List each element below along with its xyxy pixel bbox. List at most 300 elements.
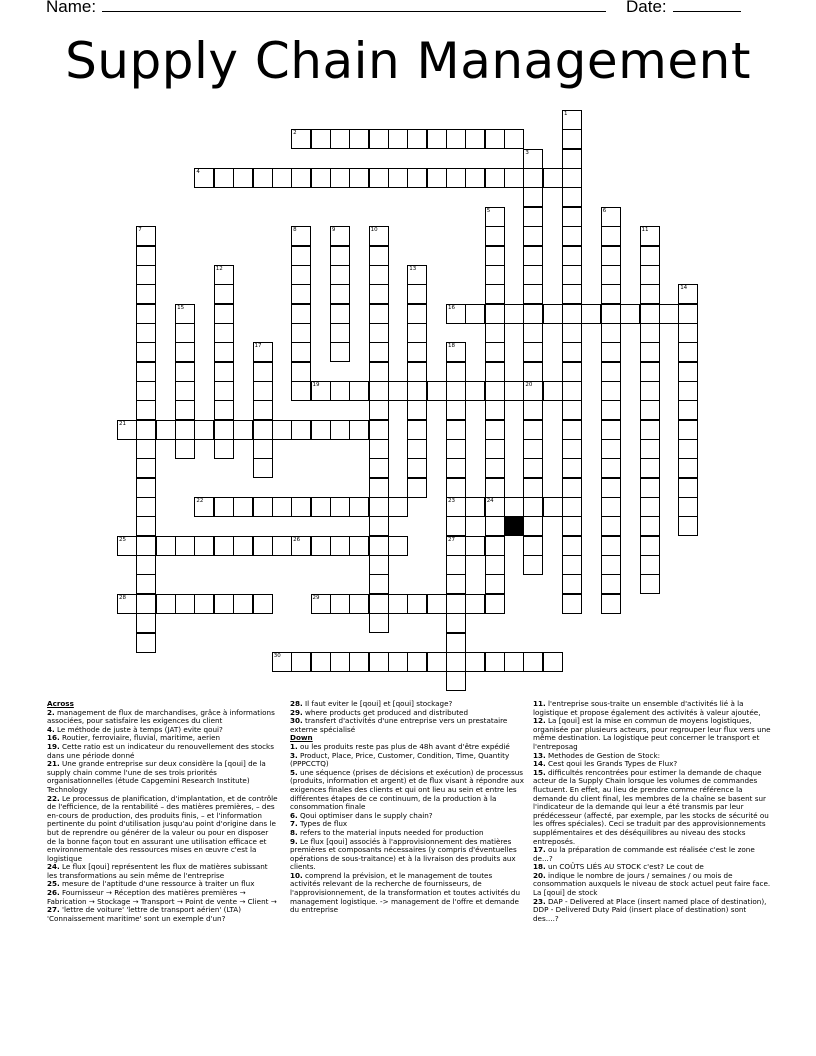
crossword-cell[interactable] (678, 381, 698, 401)
crossword-cell[interactable] (330, 536, 350, 556)
crossword-cell[interactable] (465, 536, 485, 556)
crossword-cell[interactable] (485, 400, 505, 420)
crossword-cell[interactable] (562, 478, 582, 498)
crossword-cell[interactable] (349, 381, 369, 401)
crossword-cell[interactable] (485, 574, 505, 594)
crossword-cell[interactable] (136, 439, 156, 459)
crossword-cell[interactable] (330, 129, 350, 149)
crossword-cell[interactable] (136, 323, 156, 343)
crossword-cell[interactable] (640, 265, 660, 285)
crossword-cell[interactable] (465, 168, 485, 188)
crossword-cell[interactable] (369, 574, 389, 594)
crossword-cell[interactable] (330, 323, 350, 343)
crossword-cell[interactable] (330, 246, 350, 266)
crossword-cell[interactable] (291, 362, 311, 382)
crossword-cell[interactable] (523, 652, 543, 672)
crossword-cell[interactable] (601, 536, 621, 556)
crossword-cell[interactable] (562, 536, 582, 556)
crossword-cell[interactable] (485, 458, 505, 478)
crossword-cell[interactable] (407, 284, 427, 304)
crossword-cell[interactable] (253, 362, 273, 382)
crossword-cell[interactable] (485, 323, 505, 343)
crossword-cell[interactable] (407, 400, 427, 420)
crossword-cell[interactable] (311, 497, 331, 517)
crossword-cell[interactable] (601, 207, 621, 227)
crossword-cell[interactable] (427, 381, 447, 401)
crossword-cell[interactable] (136, 458, 156, 478)
crossword-cell[interactable] (601, 323, 621, 343)
crossword-cell[interactable] (562, 246, 582, 266)
crossword-cell[interactable] (523, 168, 543, 188)
crossword-cell[interactable] (485, 555, 505, 575)
crossword-cell[interactable] (543, 304, 563, 324)
crossword-cell[interactable] (659, 304, 679, 324)
crossword-cell[interactable] (311, 381, 331, 401)
crossword-cell[interactable] (291, 323, 311, 343)
crossword-cell[interactable] (136, 342, 156, 362)
crossword-cell[interactable] (272, 168, 292, 188)
crossword-cell[interactable] (369, 246, 389, 266)
crossword-cell[interactable] (369, 284, 389, 304)
crossword-cell[interactable] (640, 458, 660, 478)
crossword-cell[interactable] (427, 129, 447, 149)
crossword-cell[interactable] (117, 420, 137, 440)
crossword-cell[interactable] (311, 652, 331, 672)
crossword-cell[interactable] (485, 594, 505, 614)
crossword-cell[interactable] (175, 594, 195, 614)
crossword-cell[interactable] (601, 555, 621, 575)
crossword-cell[interactable] (330, 420, 350, 440)
crossword-cell[interactable] (117, 594, 137, 614)
crossword-cell[interactable] (388, 652, 408, 672)
crossword-cell[interactable] (136, 400, 156, 420)
crossword-cell[interactable] (175, 304, 195, 324)
crossword-cell[interactable] (485, 362, 505, 382)
crossword-cell[interactable] (446, 381, 466, 401)
crossword-cell[interactable] (446, 478, 466, 498)
crossword-cell[interactable] (640, 516, 660, 536)
crossword-cell[interactable] (407, 362, 427, 382)
crossword-cell[interactable] (640, 439, 660, 459)
crossword-cell[interactable] (640, 246, 660, 266)
crossword-cell[interactable] (253, 342, 273, 362)
crossword-cell[interactable] (194, 594, 214, 614)
crossword-cell[interactable] (446, 633, 466, 653)
crossword-cell[interactable] (562, 187, 582, 207)
crossword-cell[interactable] (156, 536, 176, 556)
crossword-cell[interactable] (562, 284, 582, 304)
crossword-cell[interactable] (485, 497, 505, 517)
crossword-cell[interactable] (136, 497, 156, 517)
crossword-cell[interactable] (523, 226, 543, 246)
crossword-cell[interactable] (504, 497, 524, 517)
crossword-cell[interactable] (562, 362, 582, 382)
crossword-cell[interactable] (446, 497, 466, 517)
crossword-cell[interactable] (194, 536, 214, 556)
crossword-cell[interactable] (388, 536, 408, 556)
crossword-cell[interactable] (601, 478, 621, 498)
crossword-cell[interactable] (136, 516, 156, 536)
crossword-cell[interactable] (562, 129, 582, 149)
crossword-cell[interactable] (640, 574, 660, 594)
crossword-cell[interactable] (543, 497, 563, 517)
crossword-cell[interactable] (678, 304, 698, 324)
crossword-cell[interactable] (678, 400, 698, 420)
crossword-cell[interactable] (601, 226, 621, 246)
crossword-cell[interactable] (291, 129, 311, 149)
crossword-cell[interactable] (640, 362, 660, 382)
crossword-cell[interactable] (601, 265, 621, 285)
crossword-cell[interactable] (253, 439, 273, 459)
crossword-cell[interactable] (407, 478, 427, 498)
crossword-cell[interactable] (523, 458, 543, 478)
crossword-cell[interactable] (311, 420, 331, 440)
crossword-cell[interactable] (330, 284, 350, 304)
crossword-cell[interactable] (253, 168, 273, 188)
crossword-cell[interactable] (369, 497, 389, 517)
crossword-cell[interactable] (407, 439, 427, 459)
crossword-cell[interactable] (485, 536, 505, 556)
crossword-cell[interactable] (369, 420, 389, 440)
crossword-cell[interactable] (369, 536, 389, 556)
crossword-cell[interactable] (485, 265, 505, 285)
crossword-cell[interactable] (678, 420, 698, 440)
crossword-cell[interactable] (446, 129, 466, 149)
crossword-cell[interactable] (601, 362, 621, 382)
crossword-cell[interactable] (407, 652, 427, 672)
crossword-cell[interactable] (175, 536, 195, 556)
crossword-cell[interactable] (136, 226, 156, 246)
crossword-cell[interactable] (136, 574, 156, 594)
crossword-cell[interactable] (446, 536, 466, 556)
crossword-cell[interactable] (407, 420, 427, 440)
crossword-cell[interactable] (136, 478, 156, 498)
crossword-cell[interactable] (523, 478, 543, 498)
crossword-cell[interactable] (136, 381, 156, 401)
crossword-cell[interactable] (523, 284, 543, 304)
crossword-cell[interactable] (562, 207, 582, 227)
crossword-cell[interactable] (253, 400, 273, 420)
crossword-cell[interactable] (640, 478, 660, 498)
crossword-cell[interactable] (446, 458, 466, 478)
crossword-cell[interactable] (407, 304, 427, 324)
crossword-cell[interactable] (465, 497, 485, 517)
crossword-cell[interactable] (485, 342, 505, 362)
crossword-cell[interactable] (640, 400, 660, 420)
crossword-cell[interactable] (465, 594, 485, 614)
crossword-cell[interactable] (562, 342, 582, 362)
crossword-cell[interactable] (640, 284, 660, 304)
crossword-cell[interactable] (523, 362, 543, 382)
crossword-cell[interactable] (214, 439, 234, 459)
crossword-cell[interactable] (465, 304, 485, 324)
crossword-cell[interactable] (446, 168, 466, 188)
crossword-cell[interactable] (214, 168, 234, 188)
crossword-cell[interactable] (562, 439, 582, 459)
crossword-cell[interactable] (253, 594, 273, 614)
crossword-cell[interactable] (330, 594, 350, 614)
crossword-cell[interactable] (349, 129, 369, 149)
crossword-cell[interactable] (485, 168, 505, 188)
crossword-cell[interactable] (446, 671, 466, 691)
crossword-cell[interactable] (485, 439, 505, 459)
crossword-cell[interactable] (523, 304, 543, 324)
crossword-cell[interactable] (330, 342, 350, 362)
crossword-cell[interactable] (214, 362, 234, 382)
crossword-cell[interactable] (214, 265, 234, 285)
crossword-cell[interactable] (136, 633, 156, 653)
crossword-cell[interactable] (291, 304, 311, 324)
crossword-cell[interactable] (349, 497, 369, 517)
crossword-cell[interactable] (485, 381, 505, 401)
crossword-cell[interactable] (446, 652, 466, 672)
crossword-cell[interactable] (640, 323, 660, 343)
crossword-cell[interactable] (253, 536, 273, 556)
crossword-cell[interactable] (214, 594, 234, 614)
crossword-cell[interactable] (369, 594, 389, 614)
crossword-cell[interactable] (543, 381, 563, 401)
crossword-cell[interactable] (407, 265, 427, 285)
crossword-cell[interactable] (175, 420, 195, 440)
crossword-cell[interactable] (407, 342, 427, 362)
crossword-cell[interactable] (446, 555, 466, 575)
crossword-cell[interactable] (427, 168, 447, 188)
crossword-cell[interactable] (562, 516, 582, 536)
crossword-cell[interactable] (253, 381, 273, 401)
crossword-cell[interactable] (678, 478, 698, 498)
crossword-cell[interactable] (136, 284, 156, 304)
crossword-cell[interactable] (233, 536, 253, 556)
crossword-cell[interactable] (330, 497, 350, 517)
crossword-cell[interactable] (446, 613, 466, 633)
crossword-cell[interactable] (446, 342, 466, 362)
crossword-cell[interactable] (640, 536, 660, 556)
crossword-cell[interactable] (194, 420, 214, 440)
crossword-cell[interactable] (136, 613, 156, 633)
crossword-cell[interactable] (446, 574, 466, 594)
crossword-cell[interactable] (446, 304, 466, 324)
crossword-cell[interactable] (136, 594, 156, 614)
crossword-cell[interactable] (465, 381, 485, 401)
crossword-cell[interactable] (640, 342, 660, 362)
crossword-cell[interactable] (601, 516, 621, 536)
crossword-cell[interactable] (175, 439, 195, 459)
crossword-cell[interactable] (485, 516, 505, 536)
crossword-cell[interactable] (156, 594, 176, 614)
crossword-cell[interactable] (233, 168, 253, 188)
crossword-cell[interactable] (291, 284, 311, 304)
crossword-cell[interactable] (291, 342, 311, 362)
crossword-cell[interactable] (523, 400, 543, 420)
crossword-cell[interactable] (194, 168, 214, 188)
crossword-cell[interactable] (369, 478, 389, 498)
crossword-cell[interactable] (640, 304, 660, 324)
crossword-cell[interactable] (233, 420, 253, 440)
crossword-cell[interactable] (601, 342, 621, 362)
crossword-cell[interactable] (427, 652, 447, 672)
crossword-cell[interactable] (253, 458, 273, 478)
crossword-cell[interactable] (369, 168, 389, 188)
crossword-cell[interactable] (523, 536, 543, 556)
crossword-cell[interactable] (523, 420, 543, 440)
crossword-cell[interactable] (543, 652, 563, 672)
crossword-cell[interactable] (117, 536, 137, 556)
crossword-cell[interactable] (369, 516, 389, 536)
crossword-cell[interactable] (504, 652, 524, 672)
crossword-cell[interactable] (504, 129, 524, 149)
crossword-cell[interactable] (562, 149, 582, 169)
crossword-cell[interactable] (485, 207, 505, 227)
crossword-cell[interactable] (485, 652, 505, 672)
crossword-cell[interactable] (523, 342, 543, 362)
crossword-cell[interactable] (678, 458, 698, 478)
crossword-cell[interactable] (523, 246, 543, 266)
crossword-cell[interactable] (640, 226, 660, 246)
crossword-cell[interactable] (214, 323, 234, 343)
crossword-cell[interactable] (562, 555, 582, 575)
crossword-cell[interactable] (330, 168, 350, 188)
crossword-cell[interactable] (330, 226, 350, 246)
crossword-cell[interactable] (562, 594, 582, 614)
crossword-cell[interactable] (678, 439, 698, 459)
crossword-cell[interactable] (581, 304, 601, 324)
crossword-cell[interactable] (601, 304, 621, 324)
crossword-cell[interactable] (214, 497, 234, 517)
crossword-cell[interactable] (311, 129, 331, 149)
crossword-cell[interactable] (543, 168, 563, 188)
crossword-cell[interactable] (369, 439, 389, 459)
crossword-cell[interactable] (620, 304, 640, 324)
crossword-cell[interactable] (601, 439, 621, 459)
crossword-cell[interactable] (504, 381, 524, 401)
crossword-cell[interactable] (291, 497, 311, 517)
crossword-cell[interactable] (523, 555, 543, 575)
crossword-cell[interactable] (214, 420, 234, 440)
crossword-cell[interactable] (562, 400, 582, 420)
crossword-cell[interactable] (465, 652, 485, 672)
crossword-cell[interactable] (272, 652, 292, 672)
crossword-cell[interactable] (640, 497, 660, 517)
crossword-cell[interactable] (369, 304, 389, 324)
crossword-cell[interactable] (214, 342, 234, 362)
crossword-cell[interactable] (291, 420, 311, 440)
crossword-cell[interactable] (640, 555, 660, 575)
crossword-cell[interactable] (369, 652, 389, 672)
crossword-cell[interactable] (562, 381, 582, 401)
crossword-cell[interactable] (214, 381, 234, 401)
crossword-cell[interactable] (156, 420, 176, 440)
crossword-cell[interactable] (388, 129, 408, 149)
crossword-cell[interactable] (427, 594, 447, 614)
crossword-cell[interactable] (369, 323, 389, 343)
crossword-cell[interactable] (311, 536, 331, 556)
crossword-cell[interactable] (523, 149, 543, 169)
crossword-cell[interactable] (388, 497, 408, 517)
crossword-cell[interactable] (253, 497, 273, 517)
crossword-cell[interactable] (330, 652, 350, 672)
crossword-cell[interactable] (601, 381, 621, 401)
crossword-cell[interactable] (272, 536, 292, 556)
crossword-cell[interactable] (678, 284, 698, 304)
crossword-cell[interactable] (678, 342, 698, 362)
crossword-cell[interactable] (562, 323, 582, 343)
crossword-cell[interactable] (194, 497, 214, 517)
crossword-cell[interactable] (291, 246, 311, 266)
crossword-cell[interactable] (136, 555, 156, 575)
crossword-cell[interactable] (369, 226, 389, 246)
crossword-cell[interactable] (330, 265, 350, 285)
crossword-cell[interactable] (562, 110, 582, 130)
crossword-cell[interactable] (407, 129, 427, 149)
crossword-cell[interactable] (465, 129, 485, 149)
crossword-cell[interactable] (601, 400, 621, 420)
crossword-cell[interactable] (175, 323, 195, 343)
crossword-cell[interactable] (136, 420, 156, 440)
crossword-cell[interactable] (369, 613, 389, 633)
crossword-cell[interactable] (291, 226, 311, 246)
crossword-cell[interactable] (523, 516, 543, 536)
crossword-cell[interactable] (562, 458, 582, 478)
crossword-cell[interactable] (175, 381, 195, 401)
crossword-cell[interactable] (601, 497, 621, 517)
crossword-cell[interactable] (388, 168, 408, 188)
crossword-cell[interactable] (523, 497, 543, 517)
crossword-cell[interactable] (446, 420, 466, 440)
crossword-cell[interactable] (562, 304, 582, 324)
crossword-cell[interactable] (678, 323, 698, 343)
crossword-cell[interactable] (291, 536, 311, 556)
crossword-cell[interactable] (136, 246, 156, 266)
crossword-cell[interactable] (601, 246, 621, 266)
crossword-cell[interactable] (291, 652, 311, 672)
crossword-cell[interactable] (175, 362, 195, 382)
crossword-cell[interactable] (272, 497, 292, 517)
crossword-cell[interactable] (388, 381, 408, 401)
crossword-cell[interactable] (446, 362, 466, 382)
crossword-cell[interactable] (407, 594, 427, 614)
crossword-cell[interactable] (601, 420, 621, 440)
crossword-cell[interactable] (175, 400, 195, 420)
crossword-cell[interactable] (562, 226, 582, 246)
crossword-cell[interactable] (485, 226, 505, 246)
crossword-cell[interactable] (523, 381, 543, 401)
crossword-cell[interactable] (485, 304, 505, 324)
crossword-cell[interactable] (446, 594, 466, 614)
crossword-cell[interactable] (330, 304, 350, 324)
crossword-cell[interactable] (407, 458, 427, 478)
crossword-cell[interactable] (349, 652, 369, 672)
crossword-cell[interactable] (369, 129, 389, 149)
crossword-cell[interactable] (291, 168, 311, 188)
crossword-cell[interactable] (136, 265, 156, 285)
crossword-cell[interactable] (446, 400, 466, 420)
crossword-cell[interactable] (485, 478, 505, 498)
crossword-cell[interactable] (601, 574, 621, 594)
crossword-cell[interactable] (640, 420, 660, 440)
crossword-cell[interactable] (523, 439, 543, 459)
crossword-cell[interactable] (369, 400, 389, 420)
crossword-cell[interactable] (214, 536, 234, 556)
crossword-cell[interactable] (349, 168, 369, 188)
crossword-cell[interactable] (233, 497, 253, 517)
crossword-cell[interactable] (136, 304, 156, 324)
crossword-cell[interactable] (485, 420, 505, 440)
crossword-cell[interactable] (407, 168, 427, 188)
crossword-cell[interactable] (369, 265, 389, 285)
crossword-cell[interactable] (485, 129, 505, 149)
crossword-cell[interactable] (446, 516, 466, 536)
crossword-cell[interactable] (446, 439, 466, 459)
